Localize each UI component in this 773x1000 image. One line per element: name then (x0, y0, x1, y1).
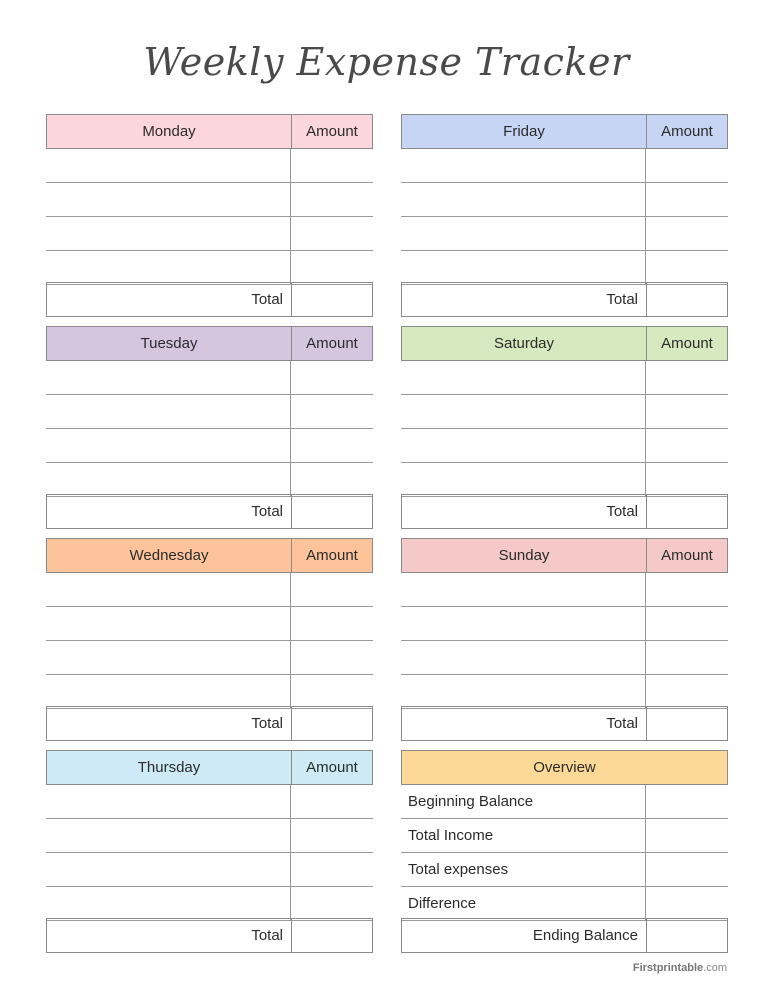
expense-row[interactable] (401, 607, 728, 641)
expense-row[interactable] (46, 463, 373, 497)
day-header (401, 114, 728, 149)
total-label: Total (402, 495, 647, 528)
expense-row[interactable] (46, 395, 373, 429)
day-header (46, 326, 373, 361)
total-label: Total (47, 919, 292, 952)
total-row (46, 706, 373, 741)
expense-row[interactable] (401, 429, 728, 463)
total-label: Total (47, 283, 292, 316)
total-row (401, 706, 728, 741)
total-value-cell[interactable] (292, 919, 372, 952)
left-column (46, 114, 373, 962)
expense-row[interactable] (401, 395, 728, 429)
expense-rows (46, 785, 373, 921)
overview-header: Overview (401, 750, 728, 785)
total-value-cell[interactable] (292, 707, 372, 740)
expense-row[interactable] (46, 785, 373, 819)
day-section-saturday (401, 326, 728, 538)
day-header (401, 326, 728, 361)
day-label: Wednesday (47, 539, 292, 572)
expense-row[interactable] (401, 149, 728, 183)
day-label: Thursday (47, 751, 292, 784)
total-row (46, 494, 373, 529)
expense-rows (46, 573, 373, 709)
expense-row[interactable] (401, 675, 728, 709)
expense-row[interactable] (46, 251, 373, 285)
total-row (46, 918, 373, 953)
expense-rows (46, 361, 373, 497)
expense-row[interactable] (46, 149, 373, 183)
overview-row-beginning-balance[interactable] (401, 785, 728, 819)
day-label: Sunday (402, 539, 647, 572)
amount-header: Amount (661, 335, 713, 352)
expense-row[interactable] (46, 887, 373, 921)
overview-row-total-expenses[interactable] (401, 853, 728, 887)
ending-balance-value-cell[interactable] (647, 919, 727, 952)
day-label: Monday (47, 115, 292, 148)
expense-row[interactable] (46, 819, 373, 853)
day-label: Tuesday (47, 327, 292, 360)
amount-header: Amount (306, 335, 358, 352)
total-row (401, 494, 728, 529)
expense-row[interactable] (46, 217, 373, 251)
expense-row[interactable] (401, 251, 728, 285)
expense-row[interactable] (401, 361, 728, 395)
overview-label: Total Income (408, 827, 494, 844)
overview-label: Difference (408, 895, 477, 912)
expense-rows (46, 149, 373, 285)
expense-row[interactable] (401, 463, 728, 497)
total-label: Total (402, 283, 647, 316)
total-value-cell[interactable] (647, 707, 727, 740)
day-section-friday (401, 114, 728, 326)
total-value-cell[interactable] (647, 283, 727, 316)
day-section-thursday (46, 750, 373, 962)
page-title: Weekly Expense Tracker (143, 40, 630, 84)
expense-row[interactable] (401, 217, 728, 251)
day-header (46, 538, 373, 573)
amount-header: Amount (306, 759, 358, 776)
overview-row-total-income[interactable] (401, 819, 728, 853)
expense-rows (401, 149, 728, 285)
overview-label: Total expenses (408, 861, 509, 878)
total-label: Total (47, 707, 292, 740)
total-value-cell[interactable] (292, 495, 372, 528)
day-header (46, 750, 373, 785)
right-column (401, 114, 728, 962)
expense-row[interactable] (46, 183, 373, 217)
expense-row[interactable] (401, 183, 728, 217)
day-section-sunday (401, 538, 728, 750)
expense-row[interactable] (46, 675, 373, 709)
total-row (401, 282, 728, 317)
amount-header: Amount (306, 123, 358, 140)
expense-row[interactable] (46, 641, 373, 675)
expense-row[interactable] (46, 429, 373, 463)
day-section-wednesday (46, 538, 373, 750)
amount-header: Amount (661, 547, 713, 564)
expense-row[interactable] (46, 607, 373, 641)
total-value-cell[interactable] (647, 495, 727, 528)
ending-balance-row (401, 918, 728, 953)
brand-name: Firstprintable (632, 962, 704, 974)
day-section-tuesday (46, 326, 373, 538)
total-label: Total (402, 707, 647, 740)
amount-header: Amount (661, 123, 713, 140)
overview-label: Beginning Balance (408, 793, 534, 810)
expense-row[interactable] (46, 853, 373, 887)
overview-row-difference[interactable] (401, 887, 728, 921)
expense-row[interactable] (46, 573, 373, 607)
total-row (46, 282, 373, 317)
brand-watermark (633, 962, 727, 974)
ending-balance-label: Ending Balance (402, 919, 647, 952)
day-header (46, 114, 373, 149)
expense-rows (401, 573, 728, 709)
day-label: Saturday (402, 327, 647, 360)
overview-section (401, 750, 728, 962)
day-header (401, 538, 728, 573)
overview-rows (401, 785, 728, 921)
expense-row[interactable] (401, 641, 728, 675)
total-label: Total (47, 495, 292, 528)
expense-rows (401, 361, 728, 497)
expense-row[interactable] (46, 361, 373, 395)
total-value-cell[interactable] (292, 283, 372, 316)
expense-row[interactable] (401, 573, 728, 607)
day-section-monday (46, 114, 373, 326)
brand-suffix: .com (703, 962, 727, 974)
amount-header: Amount (306, 547, 358, 564)
day-label: Friday (402, 115, 647, 148)
